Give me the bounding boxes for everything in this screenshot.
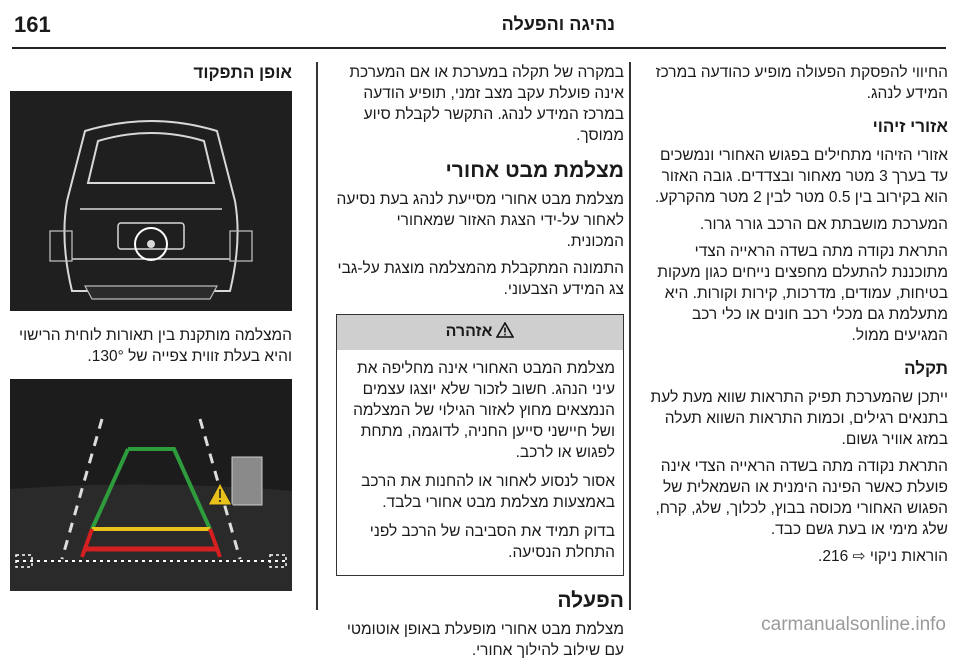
header-rule xyxy=(12,47,946,49)
paragraph: המערכת מושבתת אם הרכב גורר גרור. xyxy=(699,216,948,233)
paragraph: התמונה המתקבלת מהמצלמה מוצגת על-גבי צג המידע הצבעוני. xyxy=(337,260,624,298)
section-heading: אופן התפקוד xyxy=(193,63,292,82)
page-number: 161 xyxy=(14,12,51,37)
right-column xyxy=(648,62,948,573)
warning-body xyxy=(337,350,623,575)
chapter-title: נהיגה והפעלה xyxy=(501,14,615,34)
watermark: carmanualsonline.info xyxy=(761,614,946,635)
paragraph: אזורי הזיהוי מתחילים בפגוש האחורי ונמשכים עד בערך 3 מטר מאחור ובצדדים. גובה האזור הוא בקירוב בין 0.5 מטר לבין 2 מטר מהקרקע. xyxy=(655,147,948,206)
section-heading: הפעלה xyxy=(557,589,624,612)
section-heading: אזורי זיהוי xyxy=(872,117,948,136)
column-divider xyxy=(629,62,631,610)
paragraph: מצלמת מבט אחורי מופעלת באופן אוטומטי עם שילוב להילוך אחורי. xyxy=(346,621,624,659)
car-rear-illustration xyxy=(10,91,292,311)
warning-text: אסור לנסוע לאחור או להחנות את הרכב באמצעות מצלמת מבט אחורי בלבד. xyxy=(361,473,615,511)
paragraph: במקרה של תקלה במערכת או אם המערכת אינה פועלת עקב מצב זמני, תופיע הודעה במרכז המידע לנהג. התקשר לקבלת סיוע ממוסך. xyxy=(349,64,624,144)
paragraph: התראת נקודה מתה בשדה הראייה הצדי אינה פועלת כאשר הפינה הימנית או השמאלית של הפגוש האחורי מכוסה בבוץ, לכלוך, שלג, קרח, שלג מימי או בעת גשם כבד. xyxy=(655,458,948,538)
middle-column xyxy=(336,62,624,667)
paragraph: מצלמת מבט אחורי מסייעת לנהג בעת נסיעה לאחור על-ידי הצגת האזור שמאחורי המכונית. xyxy=(336,191,624,250)
warning-box xyxy=(336,314,624,576)
warning-header xyxy=(337,315,623,350)
warning-icon xyxy=(496,322,514,344)
camera-display-illustration xyxy=(10,379,292,591)
left-column xyxy=(10,62,292,591)
paragraph: ייתכן שהמערכת תפיק התראות שווא מעת לעת בתנאים רגילים, וכמות התראות השווא תעלה במזג אוויר גשום. xyxy=(650,389,948,448)
section-heading: תקלה xyxy=(904,359,948,378)
intro-paragraph: החיווי להפסקת הפעולה מופיע כהודעה במרכז המידע לנהג. xyxy=(655,64,948,102)
figure-caption: המצלמה מותקנת בין תאורות לוחית הרישוי והיא בעלת זווית צפייה של 130°. xyxy=(19,327,292,365)
paragraph: התראת נקודה מתה בשדה הראייה הצדי מתוכננת להתעלם מחפצים נייחים כגון מעקות בטיחות, עמודים, מדרכות, קירות וקורות. היא מתעלמת גם מכלי רכב חונים או כלי רכב המגיעים ממול. xyxy=(657,243,948,344)
warning-title: אזהרה xyxy=(445,323,493,340)
section-heading: מצלמת מבט אחורי xyxy=(445,159,624,182)
warning-text: מצלמת המבט האחורי אינה מחליפה את עיני הנהג. חשוב לזכור שלא יוצגו עצמים הנמצאים מחוץ לאזור הגילוי של המצלמה ושל חיישני סייען החניה, לדוגמה, מתחת לפגוש או לרכב. xyxy=(353,360,615,461)
cross-reference: הוראות ניקוי ⇨ 216. xyxy=(818,548,948,565)
column-divider xyxy=(316,62,318,610)
warning-text: בדוק תמיד את הסביבה של הרכב לפני התחלת הנסיעה. xyxy=(369,523,615,561)
